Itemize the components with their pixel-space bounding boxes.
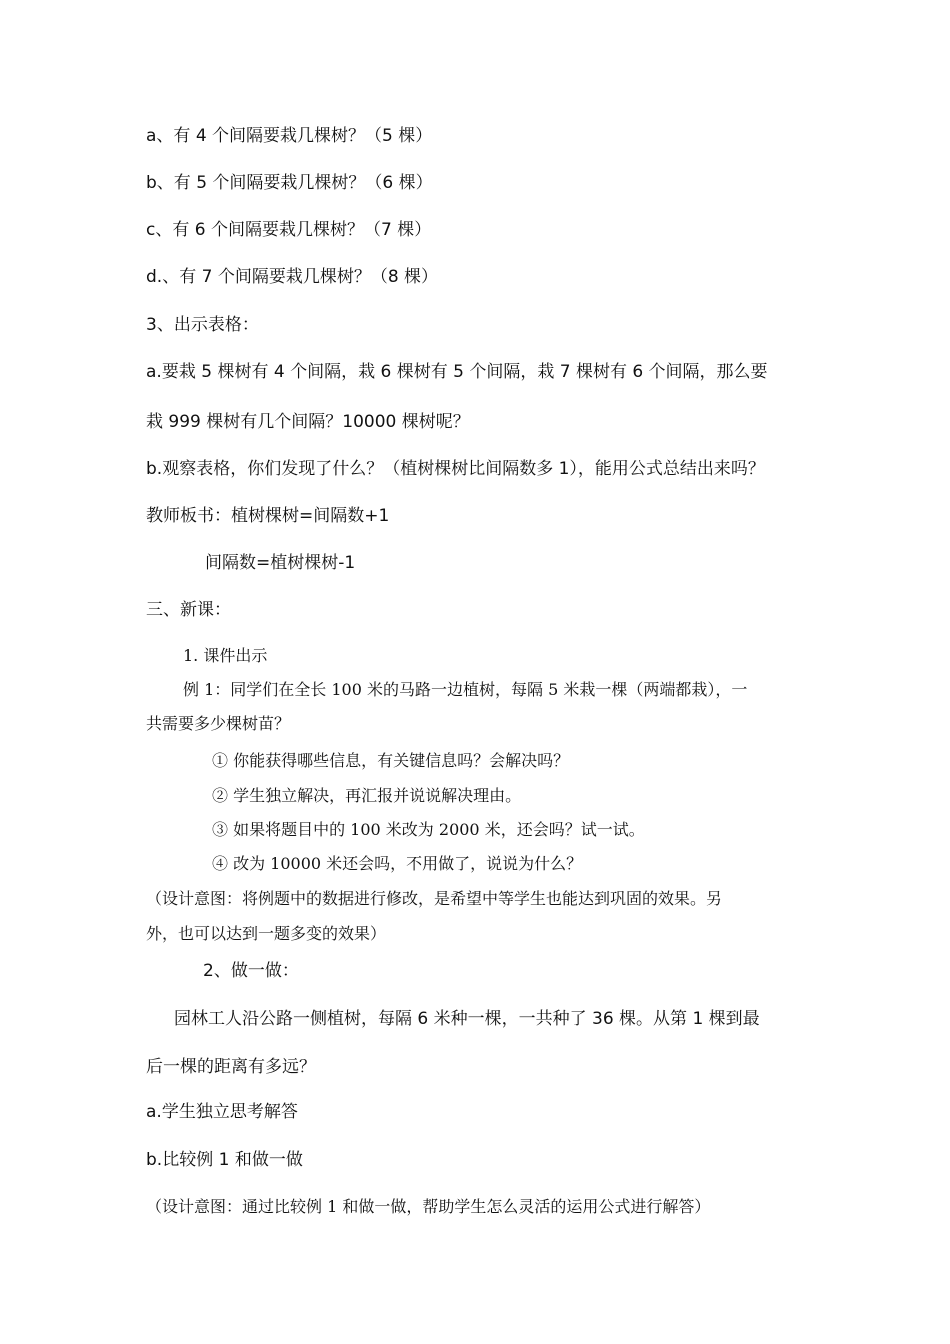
example-1-line2: 共需要多少棵树苗？ (146, 714, 291, 733)
section-3-heading: 3、出示表格： (146, 315, 259, 335)
question-b: b、有 5 个间隔要栽几棵树？（6 棵） (146, 173, 433, 193)
design-intent-1-line2: 外，也可以达到一题多变的效果） (146, 924, 387, 943)
table-point-b: b.观察表格，你们发现了什么？（植树棵树比间隔数多 1），能用公式总结出来吗？ (146, 459, 765, 479)
step-1: ① 你能获得哪些信息，有关键信息吗？会解决吗？ (212, 751, 570, 770)
practice-point-a: a.学生独立思考解答 (146, 1102, 298, 1122)
step-4: ④ 改为 10000 米还会吗，不用做了，说说为什么？ (212, 854, 583, 873)
practice-heading: 2、做一做： (203, 961, 299, 981)
step-3: ③ 如果将题目中的 100 米改为 2000 米，还会吗？试一试。 (212, 820, 645, 839)
practice-point-b: b.比较例 1 和做一做 (146, 1150, 303, 1170)
question-c: c、有 6 个间隔要栽几棵树？（7 棵） (146, 220, 432, 240)
design-intent-1-line1: （设计意图：将例题中的数据进行修改，是希望中等学生也能达到巩固的效果。另 (146, 889, 723, 908)
courseware-heading: 1. 课件出示 (183, 646, 268, 665)
board-formula-1: 教师板书：植树棵树=间隔数+1 (146, 506, 390, 526)
table-point-a-line1: a.要栽 5 棵树有 4 个间隔，栽 6 棵树有 5 个间隔，栽 7 棵树有 6 个间隔，那么要 (146, 362, 768, 382)
question-a: a、有 4 个间隔要栽几棵树？（5 棵） (146, 126, 433, 146)
question-d: d.、有 7 个间隔要栽几棵树？（8 棵） (146, 267, 439, 287)
step-2: ② 学生独立解决，再汇报并说说解决理由。 (212, 786, 522, 805)
example-1-line1: 例 1：同学们在全长 100 米的马路一边植树，每隔 5 米栽一棵（两端都栽），一 (183, 680, 748, 699)
table-point-a-line2: 栽 999 棵树有几个间隔？10000 棵树呢？ (146, 412, 470, 432)
design-intent-2: （设计意图：通过比较例 1 和做一做，帮助学生怎么灵活的运用公式进行解答） (146, 1197, 711, 1216)
practice-problem-line1: 园林工人沿公路一侧植树，每隔 6 米种一棵，一共种了 36 棵。从第 1 棵到最 (174, 1009, 760, 1029)
new-lesson-heading: 三、新课： (146, 600, 231, 620)
practice-problem-line2: 后一棵的距离有多远？ (146, 1057, 316, 1077)
board-formula-2: 间隔数=植树棵树-1 (205, 553, 356, 573)
